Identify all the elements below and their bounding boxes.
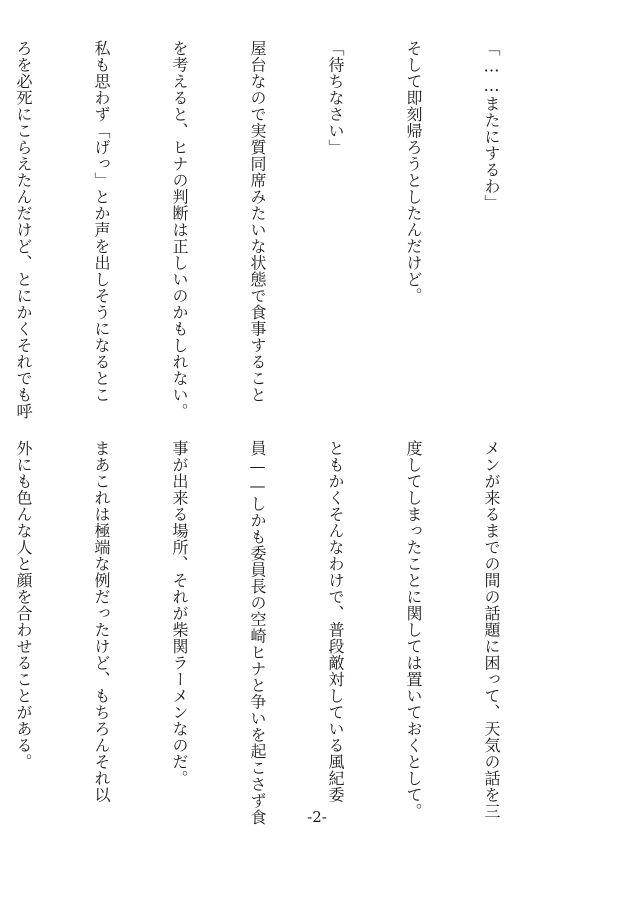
text-line: そして即刻帰ろうとしたんだけど。 (404, 40, 423, 304)
text-line: 事が出来る場所、それが柴関ラーメンなのだ。 (170, 440, 189, 787)
text-line: ともかくそんなわけで、普段敵対している風紀委 (326, 440, 345, 803)
text-line: 外にも色んな人と顔を合わせることがある。 (14, 440, 33, 770)
text-line: 「待ちなさい」 (326, 40, 345, 156)
text-line: 員——しかも委員長の空崎ヒナと争いを起こさず食 (248, 440, 267, 826)
page-number: -2- (307, 808, 327, 826)
upper-vertical-text (0, 40, 556, 420)
text-line: 「……またにするわ」 (482, 40, 501, 211)
upper-text-block (14, 40, 556, 420)
text-line: 私も思わず「げっ」とか声を出しそうになるとこ (92, 40, 111, 403)
text-line: 度してしまったことに関しては置いておくとして。 (404, 440, 423, 820)
lower-text-block (14, 440, 556, 826)
text-line: メンが来るまでの間の話題に困って、天気の話を三 (482, 440, 501, 820)
text-line: ろを必死にこらえたんだけど、とにかくそれでも呼 (14, 40, 33, 420)
lower-vertical-text (0, 440, 556, 826)
text-line: まあこれは極端な例だったけど、もちろんそれ以 (92, 440, 111, 803)
text-line: を考えると、ヒナの判断は正しいのかもしれない。 (170, 40, 189, 420)
text-line: 屋台なので実質同席みたいな状態で食事すること (248, 40, 267, 403)
